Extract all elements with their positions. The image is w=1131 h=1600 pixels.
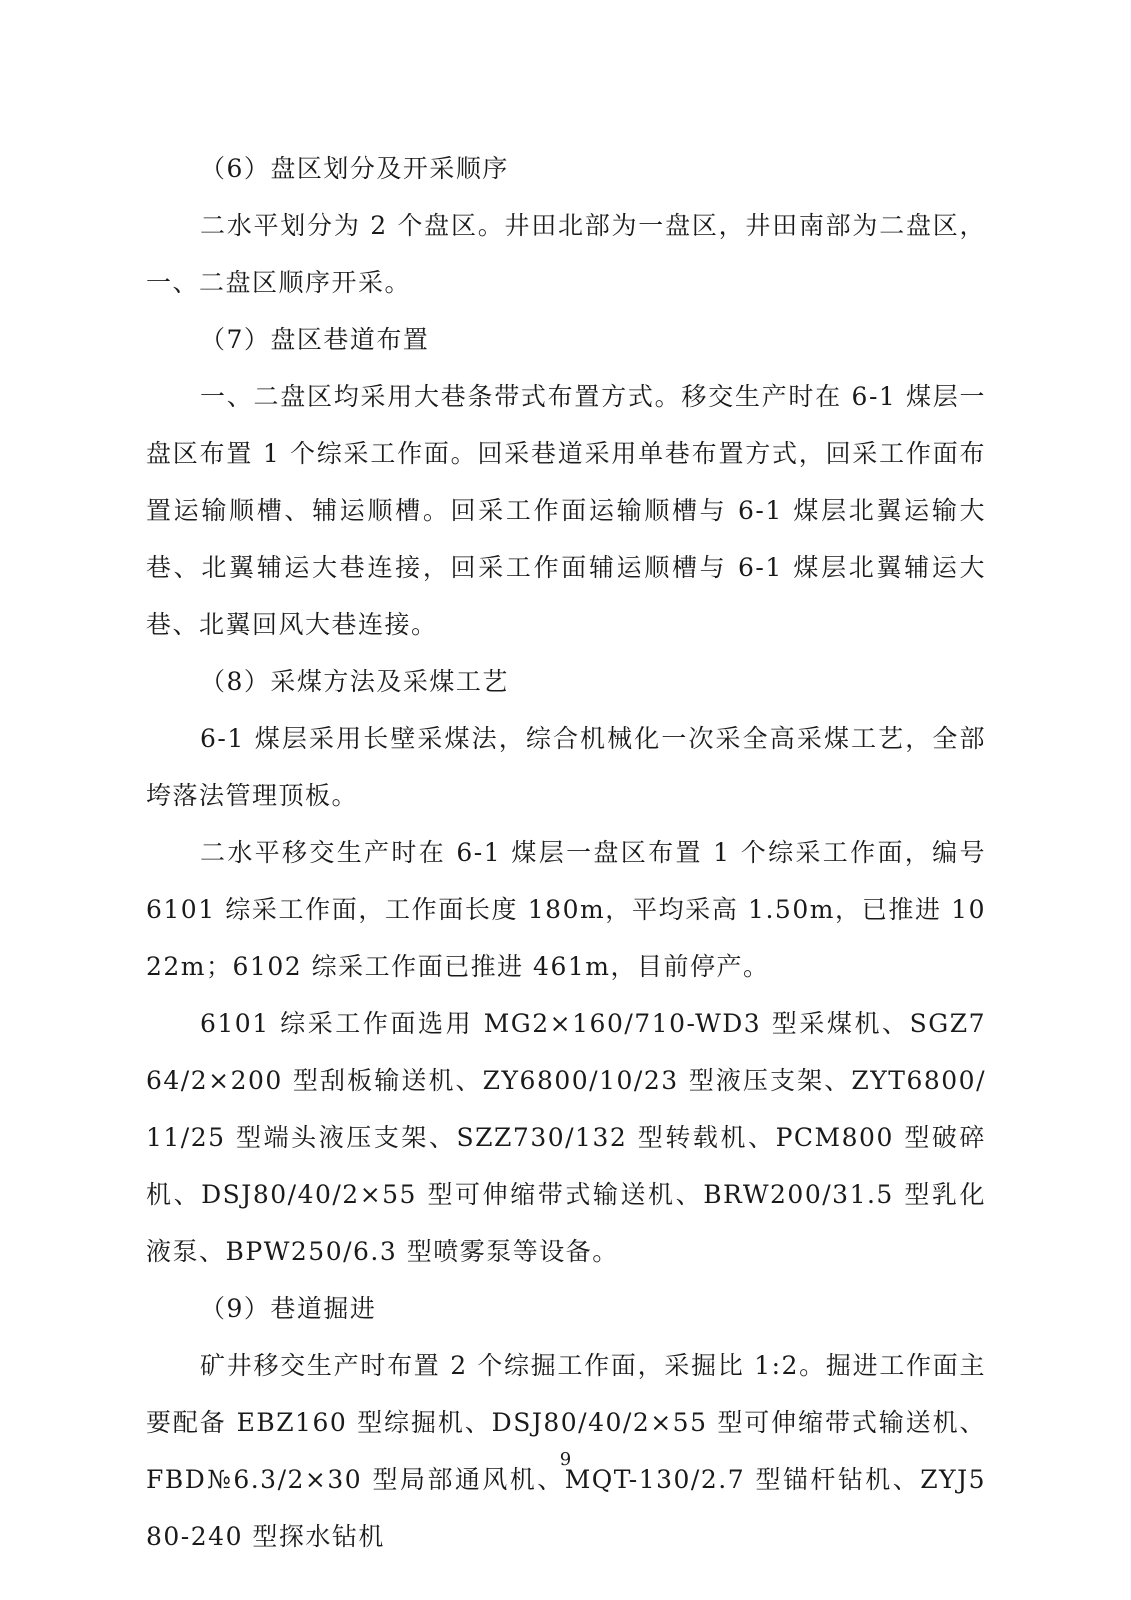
section-heading-9: （9）巷道掘进 xyxy=(200,1294,377,1323)
section-heading-6: （6）盘区划分及开采顺序 xyxy=(200,154,509,183)
page-number: 9 xyxy=(559,1449,572,1470)
paragraph-tunneling: 矿井移交生产时布置 2 个综掘工作面，采掘比 1:2。掘进工作面主要配备 EBZ160 型综掘机、DSJ80/40/2×55 型可伸缩带式输送机、FBD№6.3/2×30 型局部通风机、MQT-130/2.7 型锚杆钻机、ZYJ580-240 型探水钻机 xyxy=(146,1351,986,1551)
paragraph-mining-method: 6-1 煤层采用长壁采煤法，综合机械化一次采全高采煤工艺，全部垮落法管理顶板。 xyxy=(146,724,986,810)
paragraph-working-face: 二水平移交生产时在 6-1 煤层一盘区布置 1 个综采工作面，编号 6101 综采工作面，工作面长度 180m，平均采高 1.50m，已推进 1022m；6102 综采工作面已推进 461m，目前停产。 xyxy=(146,838,986,981)
document-body xyxy=(146,140,986,1565)
paragraph-panel-division: 二水平划分为 2 个盘区。井田北部为一盘区，井田南部为二盘区，一、二盘区顺序开采。 xyxy=(146,211,986,297)
section-heading-8: （8）采煤方法及采煤工艺 xyxy=(200,667,509,696)
section-heading-7: （7）盘区巷道布置 xyxy=(200,325,430,354)
paragraph-roadway-layout: 一、二盘区均采用大巷条带式布置方式。移交生产时在 6-1 煤层一盘区布置 1 个综采工作面。回采巷道采用单巷布置方式，回采工作面布置运输顺槽、辅运顺槽。回采工作面运输顺槽与 6-1 煤层北翼运输大巷、北翼辅运大巷连接，回采工作面辅运顺槽与 6-1 煤层北翼辅运大巷、北翼回风大巷连接。 xyxy=(146,382,986,639)
paragraph-equipment: 6101 综采工作面选用 MG2×160/710-WD3 型采煤机、SGZ764/2×200 型刮板输送机、ZY6800/10/23 型液压支架、ZYT6800/11/25 型端头液压支架、SZZ730/132 型转载机、PCM800 型破碎机、DSJ80/40/2×55 型可伸缩带式输送机、BRW200/31.5 型乳化液泵、BPW250/6.3 型喷雾泵等设备。 xyxy=(146,1009,986,1266)
